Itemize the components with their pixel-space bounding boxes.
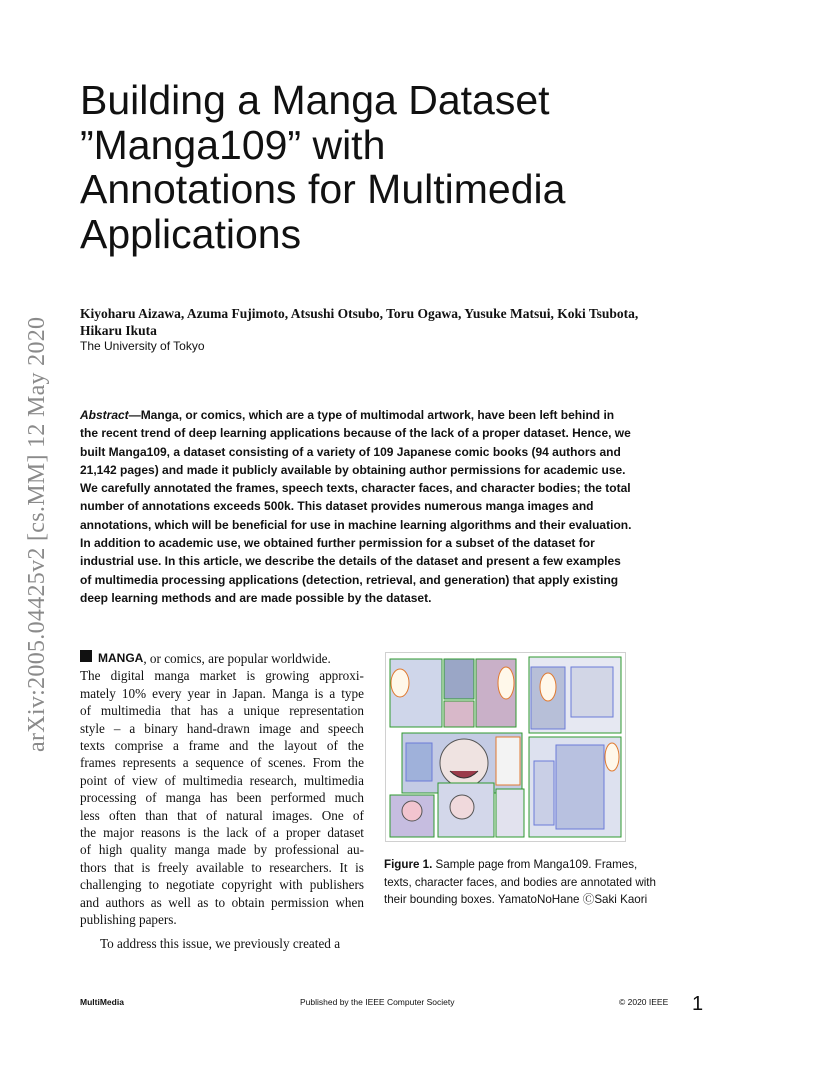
caption-line xyxy=(384,856,674,874)
body-line: style – a binary hand-drawn image and speech xyxy=(80,720,364,736)
body-line: mately 10% every year in Japan. Manga is a type xyxy=(80,685,364,701)
body-line: processing of manga has been performed much xyxy=(80,790,364,806)
abstract-line: deep learning methods and are made possible by the dataset. xyxy=(80,590,432,605)
body-line: publishing papers. xyxy=(80,912,177,928)
intro-paragraph xyxy=(80,650,364,929)
title-line: Building a Manga Dataset xyxy=(80,77,550,123)
manga-illustration xyxy=(386,653,625,841)
body-line: less often than that of natural images. One of xyxy=(80,807,364,823)
abstract-line: built Manga109, a dataset consisting of a variety of 109 Japanese comic books (94 authors and xyxy=(80,444,621,459)
arxiv-stamp: arXiv:2005.04425v2 [cs.MM] 12 May 2020 xyxy=(24,316,50,752)
dropword: MANGA xyxy=(98,651,144,665)
figure-caption xyxy=(384,856,674,909)
abstract-line: We carefully annotated the frames, speech texts, character faces, and character bodies; the total xyxy=(80,481,631,496)
footer-journal: MultiMedia xyxy=(80,997,124,1007)
body-line: texts comprise a frame and the layout of the xyxy=(80,738,364,754)
body-line: thors that is freely available to researchers. It is xyxy=(80,859,364,875)
paper-title xyxy=(80,78,700,256)
section-marker-icon xyxy=(80,650,92,662)
title-line: ”Manga109” with xyxy=(80,121,386,168)
abstract-line: annotations, which will be beneficial for use in machine learning algorithms and their evaluation. xyxy=(80,517,632,532)
abstract-line xyxy=(80,406,680,424)
caption-line: texts, character faces, and bodies are annotated with xyxy=(384,875,656,889)
abstract-line: number of annotations exceeds 500k. This dataset provides numerous manga images and xyxy=(80,499,594,514)
body-line: and authors as well as to obtain permission when xyxy=(80,894,364,910)
body-line: frames represents a sequence of scenes. From the xyxy=(80,755,364,771)
page-number: 1 xyxy=(692,993,704,1015)
body-line: of multimedia that has a unique representation xyxy=(80,703,364,719)
abstract-line: the recent trend of deep learning applications because of the lack of a proper dataset. Hence, we xyxy=(80,426,631,441)
body-line: point of view of multimedia research, multimedia xyxy=(80,772,364,788)
author-line: Hikaru Ikuta xyxy=(80,323,157,338)
figure-label: Figure 1. xyxy=(384,858,433,871)
body-text: , or comics, are popular worldwide. xyxy=(143,651,331,666)
affiliation: The University of Tokyo xyxy=(80,339,205,353)
title-line: Annotations for Multimedia xyxy=(80,166,566,212)
abstract xyxy=(80,406,680,607)
abstract-line: In addition to academic use, we obtained further permission for a subset of the dataset for xyxy=(80,536,595,551)
body-line: The digital manga market is growing approxi- xyxy=(80,668,364,684)
body-line: of high quality manga made by professional au- xyxy=(80,842,364,858)
body-line: the major reasons is the lack of a proper dataset xyxy=(80,825,364,841)
footer-copyright: © 2020 IEEE xyxy=(619,997,669,1007)
abstract-lead: Abstract xyxy=(80,408,129,422)
abstract-text: —Manga, or comics, which are a type of multimodal artwork, have been left behind in xyxy=(128,408,615,422)
abstract-line: industrial use. In this article, we describe the details of the dataset and present a few examples xyxy=(80,554,621,569)
manga-page-figure xyxy=(385,652,626,842)
author-list xyxy=(80,305,690,339)
footer-publisher: Published by the IEEE Computer Society xyxy=(300,997,455,1007)
body-line: To address this issue, we previously created a xyxy=(100,936,341,951)
title-line: Applications xyxy=(80,210,302,257)
abstract-line: 21,142 pages) and made it publicly available by obtaining author permissions for academic use. xyxy=(80,462,626,477)
abstract-line: of multimedia processing applications (detection, retrieval, and generation) that apply existing xyxy=(80,572,619,587)
body-line xyxy=(80,650,364,667)
caption-text: Sample page from Manga109. Frames, xyxy=(432,858,638,871)
author-line: Kiyoharu Aizawa, Azuma Fujimoto, Atsushi Otsubo, Toru Ogawa, Yusuke Matsui, Koki Tsubota, xyxy=(80,306,639,321)
body-line: challenging to negotiate copyright with publishers xyxy=(80,877,364,893)
caption-line: their bounding boxes. YamatoNoHane ⒸSaki Kaori xyxy=(384,893,648,906)
